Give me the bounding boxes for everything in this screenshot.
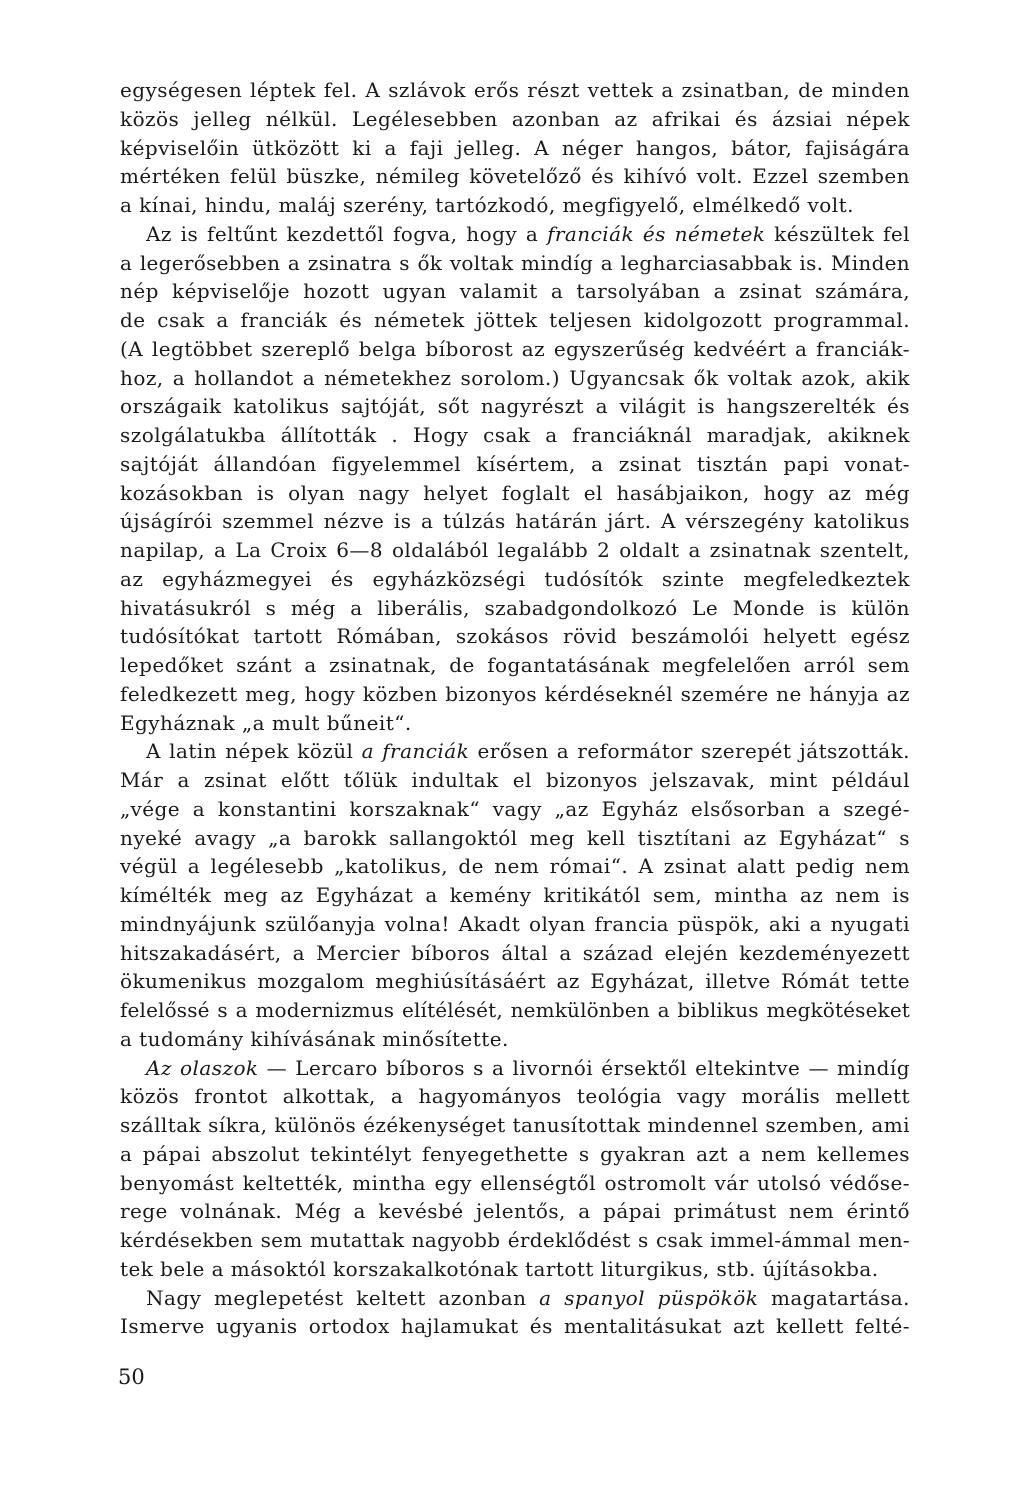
text-line: hitszakadásért, a Mercier bíboros által a század elején kezdeményezett: [120, 940, 910, 965]
text-line: [120, 1284, 910, 1313]
text-line: mindnyájunk szülőanyja volna! Akadt olyan francia püspök, aki a nyugati: [120, 911, 910, 936]
text-line: a pápai abszolut tekintélyt fenyegethette s gyakran azt a nem kellemes: [120, 1141, 910, 1166]
text-line: szálltak síkra, különös ézékenységet tanusítottak mindennel szemben, ami: [120, 1113, 910, 1137]
text-line: ökumenikus mozgalom meghiúsításáért az Egyházat, illetve Rómát tette: [120, 969, 910, 994]
text-line: sajtóját állandóan figyelemmel kísértem, a zsinat tisztán papi vonat-: [120, 451, 910, 476]
emphasized-text: franciák és németek: [547, 221, 766, 246]
emphasized-text: Az olaszok: [146, 1055, 259, 1080]
text-line: hivatásukról s még a liberális, szabadgondolkozó Le Monde is külön: [120, 595, 910, 620]
text-line: közös frontot alkottak, a hagyományos teológia vagy morális mellett: [120, 1084, 910, 1109]
text-run: A latin népek közül: [146, 739, 362, 764]
text-line: hoz, a hollandot a németekhez sorolom.) Ugyancsak ők voltak azok, akik: [120, 365, 910, 390]
text-line: szolgálatukba állították . Hogy csak a franciáknál maradjak, akiknek: [120, 423, 910, 447]
text-line: rege volnának. Még a kevésbé jelentős, a pápai primátust nem érintő: [120, 1199, 910, 1224]
text-line: felelőssé s a modernizmus elítélését, nemkülönben a biblikus megkötéseket: [120, 998, 910, 1022]
text-line: képviselőin ütközött ki a faji jelleg. A néger hangos, bátor, fajiságára: [120, 135, 910, 160]
text-line: tek bele a másoktól korszakalkotónak tartott liturgikus, stb. újításokba.: [120, 1256, 879, 1281]
text-line: feledkezett meg, hogy közben bizonyos kérdéseknél szemére ne hányja az: [120, 681, 910, 706]
text-line: kozásokban is olyan nagy helyet foglalt el hasábjaikon, hogy az még: [120, 480, 910, 505]
text-line: de csak a franciák és németek jöttek teljesen kidolgozott programmal.: [120, 308, 910, 332]
text-line: Már a zsinat előtt tőlük indultak el bizonyos jelszavak, mint például: [120, 768, 910, 792]
text-run: Nagy meglepetést keltett azonban: [146, 1285, 540, 1310]
text-line: nép képviselője hozott ugyan valamit a tarsolyában a zsinat számára,: [120, 279, 910, 304]
text-line: kérdésekben sem mutattak nagyobb érdeklődést s csak immel-ámmal men-: [120, 1228, 910, 1252]
text-line: tudósítókat tartott Rómában, szokásos rövid beszámolói helyett egész: [120, 624, 910, 649]
text-line: egységesen léptek fel. A szlávok erős részt vettek a zsinatban, de minden: [120, 78, 910, 102]
text-line: mértéken felül büszke, némileg követelőző és kihívó volt. Ezzel szemben: [120, 164, 910, 189]
text-line: „vége a konstantini korszaknak“ vagy „az Egyház elsősorban a szegé-: [120, 796, 910, 821]
emphasized-text: a franciák: [361, 739, 470, 764]
text-line: [120, 220, 910, 249]
text-line: újságírói szemmel nézve is a túlzás határán járt. A vérszegény katolikus: [120, 509, 910, 534]
text-line: végül a legélesebb „katolikus, de nem római“. A zsinat alatt pedig nem: [120, 854, 910, 879]
text-line: országaik katolikus sajtóját, sőt nagyrészt a világit is hangszerelték és: [120, 394, 910, 419]
text-line: az egyházmegyei és egyházközségi tudósítók szinte megfeledkeztek: [120, 566, 910, 591]
text-line: [120, 737, 910, 766]
text-line: nyeké avagy „a barokk sallangoktól meg kell tisztítani az Egyházat“ s: [120, 825, 910, 850]
text-line: kímélték meg az Egyházat a kemény kritikától sem, mintha az nem is: [120, 883, 910, 907]
text-line: Egyháznak „a mult bűneit“.: [120, 710, 412, 735]
text-line: a legerősebben a zsinatra s ők voltak mindíg a legharciasabbak is. Minden: [120, 250, 910, 275]
text-line: a tudomány kihívásának minősítette.: [120, 1026, 509, 1051]
page-number: 50: [118, 1365, 145, 1389]
text-run: készültek fel: [765, 221, 910, 246]
text-run: magatartása.: [758, 1285, 910, 1310]
text-run: Az is feltűnt kezdettől fogva, hogy a: [146, 221, 548, 246]
text-run: erősen a reformátor szerepét játszották.: [469, 739, 910, 764]
text-line: (A legtöbbet szereplő belga bíborost az egyszerűség kedvéért a franciák-: [120, 336, 910, 361]
text-line: Ismerve ugyanis ortodox hajlamukat és mentalitásukat azt kellett felté-: [120, 1314, 910, 1339]
text-line: közös jelleg nélkül. Legélesebben azonban az afrikai és ázsiai népek: [120, 106, 910, 131]
text-line: a kínai, hindu, maláj szerény, tartózkodó, megfigyelő, elmélkedő volt.: [120, 193, 854, 217]
text-line: benyomást keltették, mintha egy ellenségtől ostromolt vár utolsó védőse-: [120, 1170, 910, 1195]
emphasized-text: a spanyol püspökök: [539, 1285, 759, 1310]
text-line: napilap, a La Croix 6—8 oldalából legalább 2 oldalt a zsinatnak szentelt,: [120, 538, 910, 562]
text-line: lepedőket szánt a zsinatnak, de fogantatásának megfelelően arról sem: [120, 653, 910, 677]
text-line: [120, 1054, 910, 1083]
page-body-text: [120, 76, 910, 1341]
text-run: — Lercaro bíboros s a livornói érsektől eltekintve — mindíg: [258, 1055, 910, 1080]
